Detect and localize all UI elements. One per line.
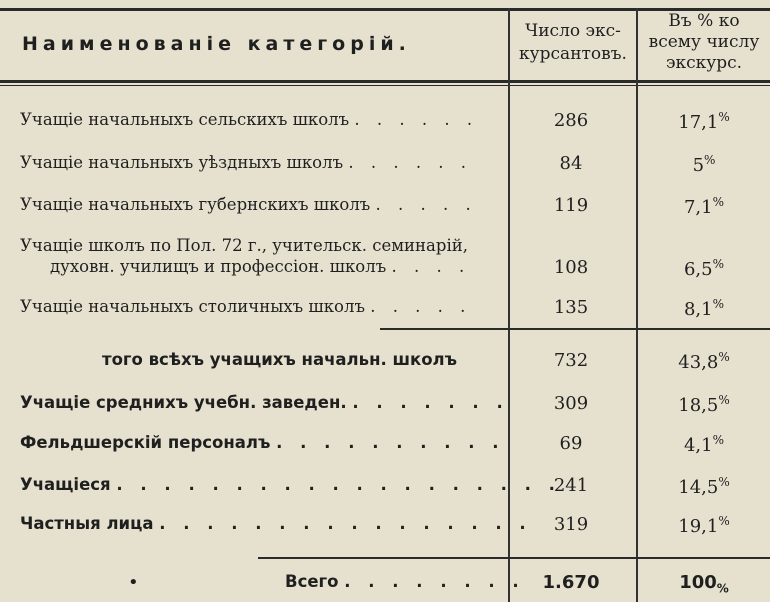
total-count: 1.670 xyxy=(542,572,600,593)
total-label: Всего . . . . . . . . xyxy=(285,572,525,591)
total-rule xyxy=(258,557,770,559)
row-count: 119 xyxy=(553,195,589,216)
row-percent: 43,8% xyxy=(678,350,730,373)
top-rule xyxy=(0,8,770,11)
row-count: 309 xyxy=(553,393,589,414)
percent-header-ko: ко xyxy=(718,11,740,31)
row-label: Учащіе начальныхъ уѣздныхъ школъ . . . . . . xyxy=(20,153,473,172)
percent-column-header xyxy=(640,12,768,73)
row-percent: 7,1% xyxy=(683,195,725,218)
row-count: 69 xyxy=(559,433,583,454)
percent-header-line3: экскурс. xyxy=(665,53,743,73)
count-column-header xyxy=(512,22,634,64)
header-bottom-rule xyxy=(0,80,770,83)
count-header-line1: Число экс- xyxy=(525,21,621,41)
row-percent: 14,5% xyxy=(678,475,730,498)
row-percent: 6,5% xyxy=(683,257,725,280)
category-column-header: Наименованіе категорій. xyxy=(22,33,411,55)
column-divider-2 xyxy=(636,8,638,602)
total-percent: $100_{\%}$ xyxy=(679,572,729,596)
row-count: 732 xyxy=(553,350,589,371)
row-label: Учащіеся . . . . . . . . . . . . . . . . . . . xyxy=(20,475,561,494)
row-count: 319 xyxy=(553,514,589,535)
row-percent: 5% xyxy=(692,153,716,176)
row-label: Учащіе начальныхъ столичныхъ школъ . . . . . xyxy=(20,297,472,316)
row-label: Фельдшерскій персоналъ . . . . . . . . . . xyxy=(20,433,505,452)
count-header-line2: курсантовъ. xyxy=(519,44,627,64)
row-count: 135 xyxy=(553,297,589,318)
row-percent: 8,1% xyxy=(683,297,725,320)
row-count: 108 xyxy=(553,257,589,278)
row-label: Учащіе начальныхъ сельскихъ школъ . . . . . . xyxy=(20,110,479,129)
column-divider-1 xyxy=(508,8,510,602)
header-bottom-rule-2 xyxy=(0,85,770,86)
percent-header-sign: Въ % xyxy=(668,11,714,31)
row-label: Учащіе среднихъ учебн. заведен. . . . . . . . xyxy=(20,393,509,412)
percent-header-line2: всему числу xyxy=(648,32,760,52)
row-count: 286 xyxy=(553,110,589,131)
row-label: Учащіе начальныхъ губернскихъ школъ . . . . . xyxy=(20,195,477,214)
row-label-line2: духовн. училищъ и профессіон. школъ . . . . xyxy=(50,257,471,276)
row-label: того всѣхъ учащихъ начальн. школъ xyxy=(102,350,458,369)
bullet-mark: • xyxy=(128,572,139,593)
row-percent: 17,1% xyxy=(678,110,730,133)
row-percent: 4,1% xyxy=(683,433,725,456)
subtotal-rule xyxy=(380,328,770,330)
row-percent: 18,5% xyxy=(678,393,730,416)
percent-header-line1 xyxy=(640,12,768,31)
row-count: 84 xyxy=(559,153,583,174)
row-label: Частныя лица . . . . . . . . . . . . . . . . xyxy=(20,514,532,533)
row-percent: 19,1% xyxy=(678,514,730,537)
row-count: 241 xyxy=(553,475,589,496)
row-label-line1: Учащіе школъ по Пол. 72 г., учительск. семинарій, xyxy=(20,236,468,255)
